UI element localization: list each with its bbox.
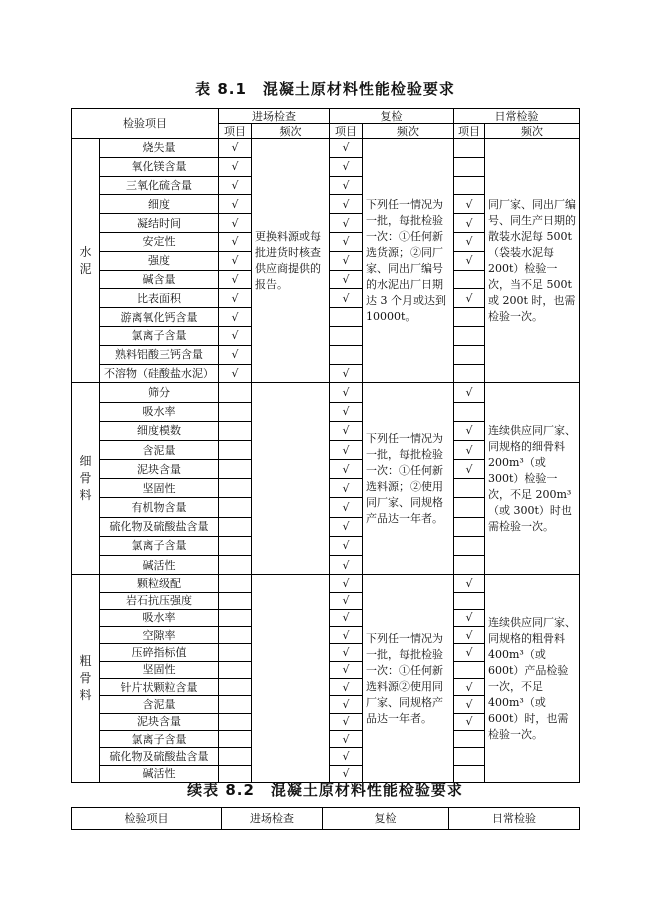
incoming-check-mark: √ <box>219 176 252 195</box>
item-name: 游离氧化钙含量 <box>100 308 219 327</box>
recheck-check-mark <box>330 326 363 345</box>
incoming-check-mark: √ <box>219 214 252 233</box>
routine-frequency: 同厂家、同出厂编号、同生产日期的散装水泥每 500t（袋装水泥每 200t）检验一次，当不足 500t 或 200t 时，也需检验一次。 <box>485 139 580 383</box>
cont-header-item: 检验项目 <box>72 808 222 830</box>
recheck-check-mark: √ <box>330 517 363 536</box>
incoming-check-mark <box>219 383 252 402</box>
item-name: 氯离子含量 <box>100 730 219 747</box>
incoming-check-mark: √ <box>219 157 252 176</box>
incoming-check-mark <box>219 517 252 536</box>
item-name: 筛分 <box>100 383 219 402</box>
inspection-table <box>71 108 580 783</box>
category-label: 水泥 <box>79 244 92 276</box>
recheck-check-mark: √ <box>330 592 363 609</box>
routine-check-mark <box>454 592 485 609</box>
item-name: 泥块含量 <box>100 713 219 730</box>
incoming-check-mark <box>219 644 252 661</box>
routine-check-mark: √ <box>454 713 485 730</box>
recheck-check-mark: √ <box>330 270 363 289</box>
routine-check-mark: √ <box>454 289 485 308</box>
item-name: 三氧化硫含量 <box>100 176 219 195</box>
table-row <box>72 383 580 402</box>
incoming-check-mark <box>219 536 252 555</box>
recheck-check-mark: √ <box>330 748 363 765</box>
routine-check-mark: √ <box>454 460 485 479</box>
recheck-check-mark: √ <box>330 679 363 696</box>
recheck-check-mark: √ <box>330 627 363 644</box>
routine-check-mark: √ <box>454 575 485 592</box>
routine-check-mark: √ <box>454 214 485 233</box>
incoming-check-mark <box>219 592 252 609</box>
item-name: 泥块含量 <box>100 460 219 479</box>
item-name: 氯离子含量 <box>100 326 219 345</box>
cont-header-routine: 日常检验 <box>449 808 580 830</box>
item-name: 吸水率 <box>100 402 219 421</box>
incoming-check-mark: √ <box>219 195 252 214</box>
header-routine-item: 项目 <box>454 124 485 139</box>
routine-check-mark <box>454 661 485 678</box>
incoming-check-mark <box>219 679 252 696</box>
routine-check-mark: √ <box>454 232 485 251</box>
routine-check-mark <box>454 402 485 421</box>
routine-check-mark <box>454 517 485 536</box>
item-name: 压碎指标值 <box>100 644 219 661</box>
routine-frequency: 连续供应同厂家、同规格的粗骨料 400m³（或 600t）产品检验一次，不足 400m³（或 600t）时，也需检验一次。 <box>485 575 580 783</box>
continued-table-title: 续表 8.2 混凝土原材料性能检验要求 <box>187 781 463 799</box>
item-name: 含泥量 <box>100 696 219 713</box>
item-name: 吸水率 <box>100 609 219 626</box>
category-cell <box>72 575 100 783</box>
recheck-check-mark: √ <box>330 536 363 555</box>
recheck-check-mark: √ <box>330 644 363 661</box>
cont-header-recheck: 复检 <box>323 808 449 830</box>
table-title: 表 8.1 混凝土原材料性能检验要求 <box>195 80 455 98</box>
incoming-check-mark <box>219 498 252 517</box>
recheck-check-mark: √ <box>330 383 363 402</box>
recheck-check-mark: √ <box>330 575 363 592</box>
table-row <box>72 139 580 158</box>
recheck-check-mark <box>330 308 363 327</box>
routine-check-mark <box>454 326 485 345</box>
recheck-check-mark: √ <box>330 765 363 782</box>
routine-check-mark: √ <box>454 679 485 696</box>
routine-check-mark <box>454 157 485 176</box>
incoming-check-mark: √ <box>219 232 252 251</box>
incoming-check-mark <box>219 421 252 440</box>
item-name: 凝结时间 <box>100 214 219 233</box>
recheck-frequency: 下列任一情况为一批，每批检验一次：①任何新选货源；②同厂家、同出厂编号的水泥出厂日期达 3 个月或达到 10000t。 <box>363 139 454 383</box>
header-recheck-item: 项目 <box>330 124 363 139</box>
category-cell <box>72 139 100 383</box>
header-recheck: 复检 <box>330 109 454 124</box>
header-incoming: 进场检查 <box>219 109 330 124</box>
routine-check-mark <box>454 308 485 327</box>
routine-check-mark <box>454 730 485 747</box>
item-name: 细度 <box>100 195 219 214</box>
recheck-check-mark: √ <box>330 214 363 233</box>
recheck-check-mark: √ <box>330 195 363 214</box>
incoming-frequency: 更换料源或每批进货时核查供应商提供的报告。 <box>252 139 330 383</box>
recheck-check-mark: √ <box>330 556 363 575</box>
routine-check-mark <box>454 748 485 765</box>
recheck-check-mark: √ <box>330 421 363 440</box>
recheck-check-mark: √ <box>330 157 363 176</box>
routine-check-mark <box>454 364 485 383</box>
incoming-check-mark: √ <box>219 289 252 308</box>
incoming-check-mark: √ <box>219 270 252 289</box>
item-name: 颗粒级配 <box>100 575 219 592</box>
incoming-check-mark <box>219 402 252 421</box>
recheck-check-mark: √ <box>330 232 363 251</box>
continued-table-header <box>71 807 580 830</box>
recheck-check-mark: √ <box>330 289 363 308</box>
header-item: 检验项目 <box>72 109 219 139</box>
header-recheck-freq: 频次 <box>363 124 454 139</box>
item-name: 坚固性 <box>100 479 219 498</box>
routine-frequency: 连续供应同厂家、同规格的细骨料 200m³（或 300t）检验一次，不足 200m³（或 300t）时也需检验一次。 <box>485 383 580 575</box>
item-name: 空隙率 <box>100 627 219 644</box>
incoming-check-mark: √ <box>219 139 252 158</box>
routine-check-mark: √ <box>454 644 485 661</box>
item-name: 碱含量 <box>100 270 219 289</box>
category-cell <box>72 383 100 575</box>
incoming-check-mark <box>219 627 252 644</box>
routine-check-mark: √ <box>454 251 485 270</box>
recheck-check-mark: √ <box>330 364 363 383</box>
item-name: 坚固性 <box>100 661 219 678</box>
category-label: 细骨料 <box>79 454 92 503</box>
recheck-check-mark <box>330 345 363 364</box>
routine-check-mark: √ <box>454 440 485 459</box>
item-name: 碱活性 <box>100 765 219 782</box>
incoming-check-mark <box>219 748 252 765</box>
routine-check-mark <box>454 479 485 498</box>
routine-check-mark <box>454 345 485 364</box>
item-name: 岩石抗压强度 <box>100 592 219 609</box>
item-name: 硫化物及硫酸盐含量 <box>100 517 219 536</box>
routine-check-mark <box>454 139 485 158</box>
recheck-check-mark: √ <box>330 440 363 459</box>
item-name: 熟料铝酸三钙含量 <box>100 345 219 364</box>
cont-header-incoming: 进场检查 <box>222 808 323 830</box>
recheck-check-mark: √ <box>330 730 363 747</box>
routine-check-mark: √ <box>454 696 485 713</box>
recheck-check-mark: √ <box>330 661 363 678</box>
item-name: 含泥量 <box>100 440 219 459</box>
recheck-check-mark: √ <box>330 696 363 713</box>
item-name: 碱活性 <box>100 556 219 575</box>
item-name: 强度 <box>100 251 219 270</box>
incoming-check-mark: √ <box>219 308 252 327</box>
incoming-check-mark: √ <box>219 251 252 270</box>
recheck-check-mark: √ <box>330 176 363 195</box>
incoming-check-mark <box>219 556 252 575</box>
incoming-frequency <box>252 383 330 575</box>
item-name: 细度模数 <box>100 421 219 440</box>
incoming-check-mark <box>219 730 252 747</box>
routine-check-mark <box>454 536 485 555</box>
recheck-check-mark: √ <box>330 609 363 626</box>
recheck-check-mark: √ <box>330 479 363 498</box>
recheck-frequency: 下列任一情况为一批，每批检验一次：①任何新选料源；②使用同厂家、同规格产品达一年者。 <box>363 383 454 575</box>
recheck-check-mark: √ <box>330 713 363 730</box>
incoming-check-mark <box>219 661 252 678</box>
routine-check-mark <box>454 498 485 517</box>
incoming-check-mark: √ <box>219 326 252 345</box>
table-row <box>72 575 580 592</box>
header-routine-freq: 频次 <box>485 124 580 139</box>
incoming-check-mark: √ <box>219 364 252 383</box>
item-name: 烧失量 <box>100 139 219 158</box>
item-name: 氧化镁含量 <box>100 157 219 176</box>
incoming-check-mark <box>219 609 252 626</box>
incoming-check-mark: √ <box>219 345 252 364</box>
incoming-check-mark <box>219 575 252 592</box>
routine-check-mark: √ <box>454 421 485 440</box>
routine-check-mark <box>454 270 485 289</box>
item-name: 针片状颗粒含量 <box>100 679 219 696</box>
routine-check-mark: √ <box>454 609 485 626</box>
incoming-check-mark <box>219 460 252 479</box>
routine-check-mark <box>454 176 485 195</box>
recheck-check-mark: √ <box>330 460 363 479</box>
routine-check-mark <box>454 556 485 575</box>
routine-check-mark: √ <box>454 383 485 402</box>
recheck-check-mark: √ <box>330 498 363 517</box>
incoming-check-mark <box>219 696 252 713</box>
category-label: 粗骨料 <box>79 654 92 703</box>
item-name: 不溶物（硅酸盐水泥） <box>100 364 219 383</box>
item-name: 有机物含量 <box>100 498 219 517</box>
recheck-frequency: 下列任一情况为一批，每批检验一次：①任何新选料源②使用同厂家、同规格产品达一年者。 <box>363 575 454 783</box>
incoming-check-mark <box>219 479 252 498</box>
item-name: 比表面积 <box>100 289 219 308</box>
header-routine: 日常检验 <box>454 109 580 124</box>
item-name: 安定性 <box>100 232 219 251</box>
recheck-check-mark: √ <box>330 139 363 158</box>
incoming-check-mark <box>219 713 252 730</box>
recheck-check-mark: √ <box>330 402 363 421</box>
routine-check-mark: √ <box>454 627 485 644</box>
recheck-check-mark: √ <box>330 251 363 270</box>
header-incoming-freq: 频次 <box>252 124 330 139</box>
incoming-check-mark <box>219 440 252 459</box>
incoming-frequency <box>252 575 330 783</box>
routine-check-mark: √ <box>454 195 485 214</box>
item-name: 氯离子含量 <box>100 536 219 555</box>
item-name: 硫化物及硫酸盐含量 <box>100 748 219 765</box>
header-incoming-item: 项目 <box>219 124 252 139</box>
